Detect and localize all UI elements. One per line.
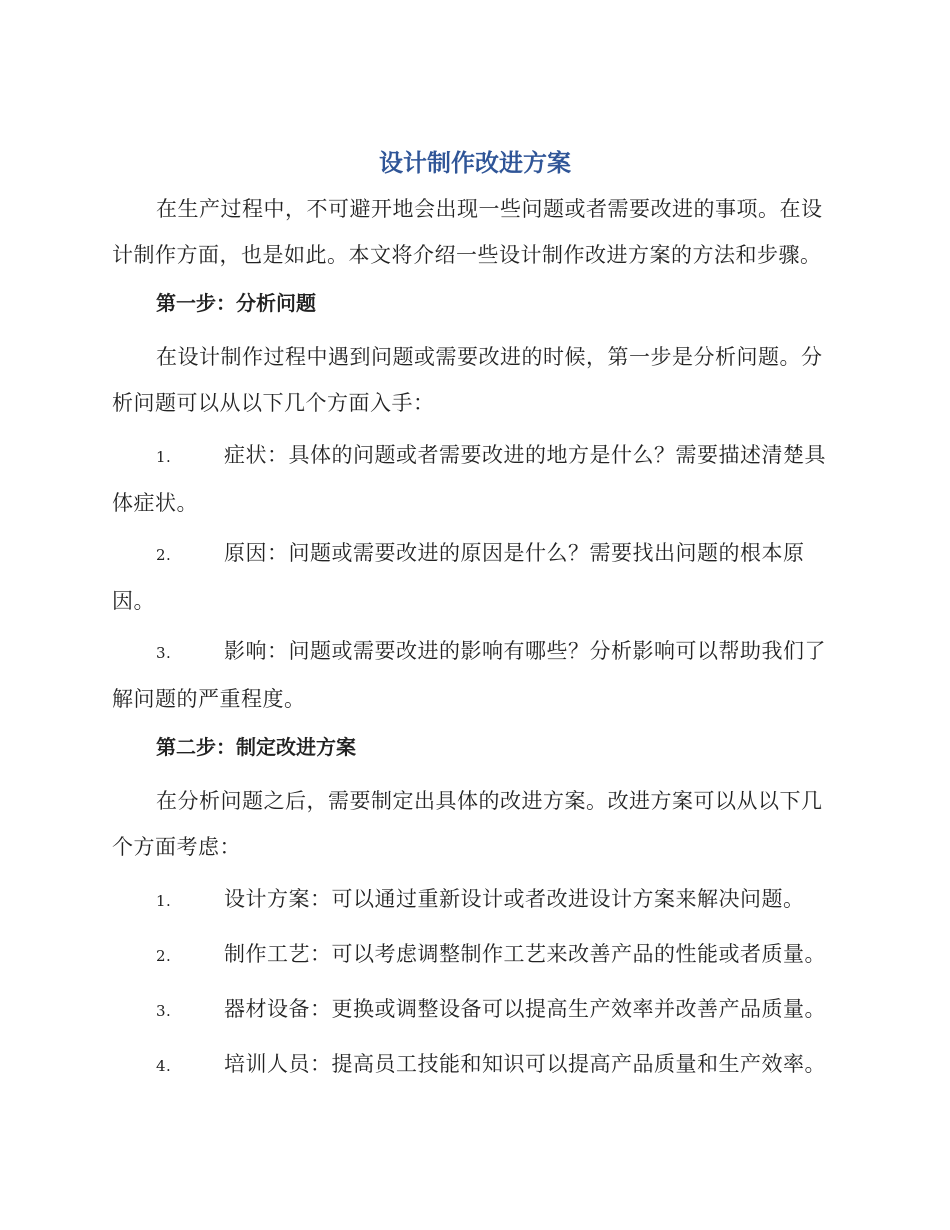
list-item <box>112 1041 840 1089</box>
list-item-number: 3. <box>156 644 172 662</box>
list-item <box>112 628 840 722</box>
list-item <box>112 530 840 624</box>
list-item <box>112 931 840 979</box>
section2-paragraph: 在分析问题之后，需要制定出具体的改进方案。改进方案可以从以下几个方面考虑： <box>112 789 823 859</box>
list-item-text: 设计方案：可以通过重新设计或者改进设计方案来解决问题。 <box>224 887 805 911</box>
list-item <box>112 986 840 1034</box>
document-title: 设计制作改进方案 <box>379 149 571 177</box>
list-item-text: 器材设备：更换或调整设备可以提高生产效率并改善产品质量。 <box>224 997 826 1021</box>
list-item-text: 培训人员：提高员工技能和知识可以提高产品质量和生产效率。 <box>224 1052 826 1076</box>
list-item-text: 影响：问题或需要改进的影响有哪些？分析影响可以帮助我们了解问题的严重程度。 <box>112 639 826 711</box>
section1-heading: 第一步：分析问题 <box>156 291 316 315</box>
section2-heading: 第二步：制定改进方案 <box>156 735 356 759</box>
list-item-text: 制作工艺：可以考虑调整制作工艺来改善产品的性能或者质量。 <box>224 942 826 966</box>
section1-paragraph: 在设计制作过程中遇到问题或需要改进的时候，第一步是分析问题。分析问题可以从以下几个方面入手： <box>112 345 823 415</box>
list-item-number: 3. <box>156 1002 172 1020</box>
list-item-text: 原因：问题或需要改进的原因是什么？需要找出问题的根本原因。 <box>112 541 805 613</box>
intro-paragraph: 在生产过程中，不可避开地会出现一些问题或者需要改进的事项。在设计制作方面，也是如此。本文将介绍一些设计制作改进方案的方法和步骤。 <box>112 197 823 267</box>
list-item-text: 症状：具体的问题或者需要改进的地方是什么？需要描述清楚具体症状。 <box>112 443 826 515</box>
list-item-number: 2. <box>156 947 172 965</box>
list-item-number: 1. <box>156 448 172 466</box>
list-item-number: 4. <box>156 1057 172 1075</box>
list-item-number: 1. <box>156 892 172 910</box>
list-item <box>112 432 840 526</box>
list-item <box>112 876 840 924</box>
list-item-number: 2. <box>156 546 172 564</box>
